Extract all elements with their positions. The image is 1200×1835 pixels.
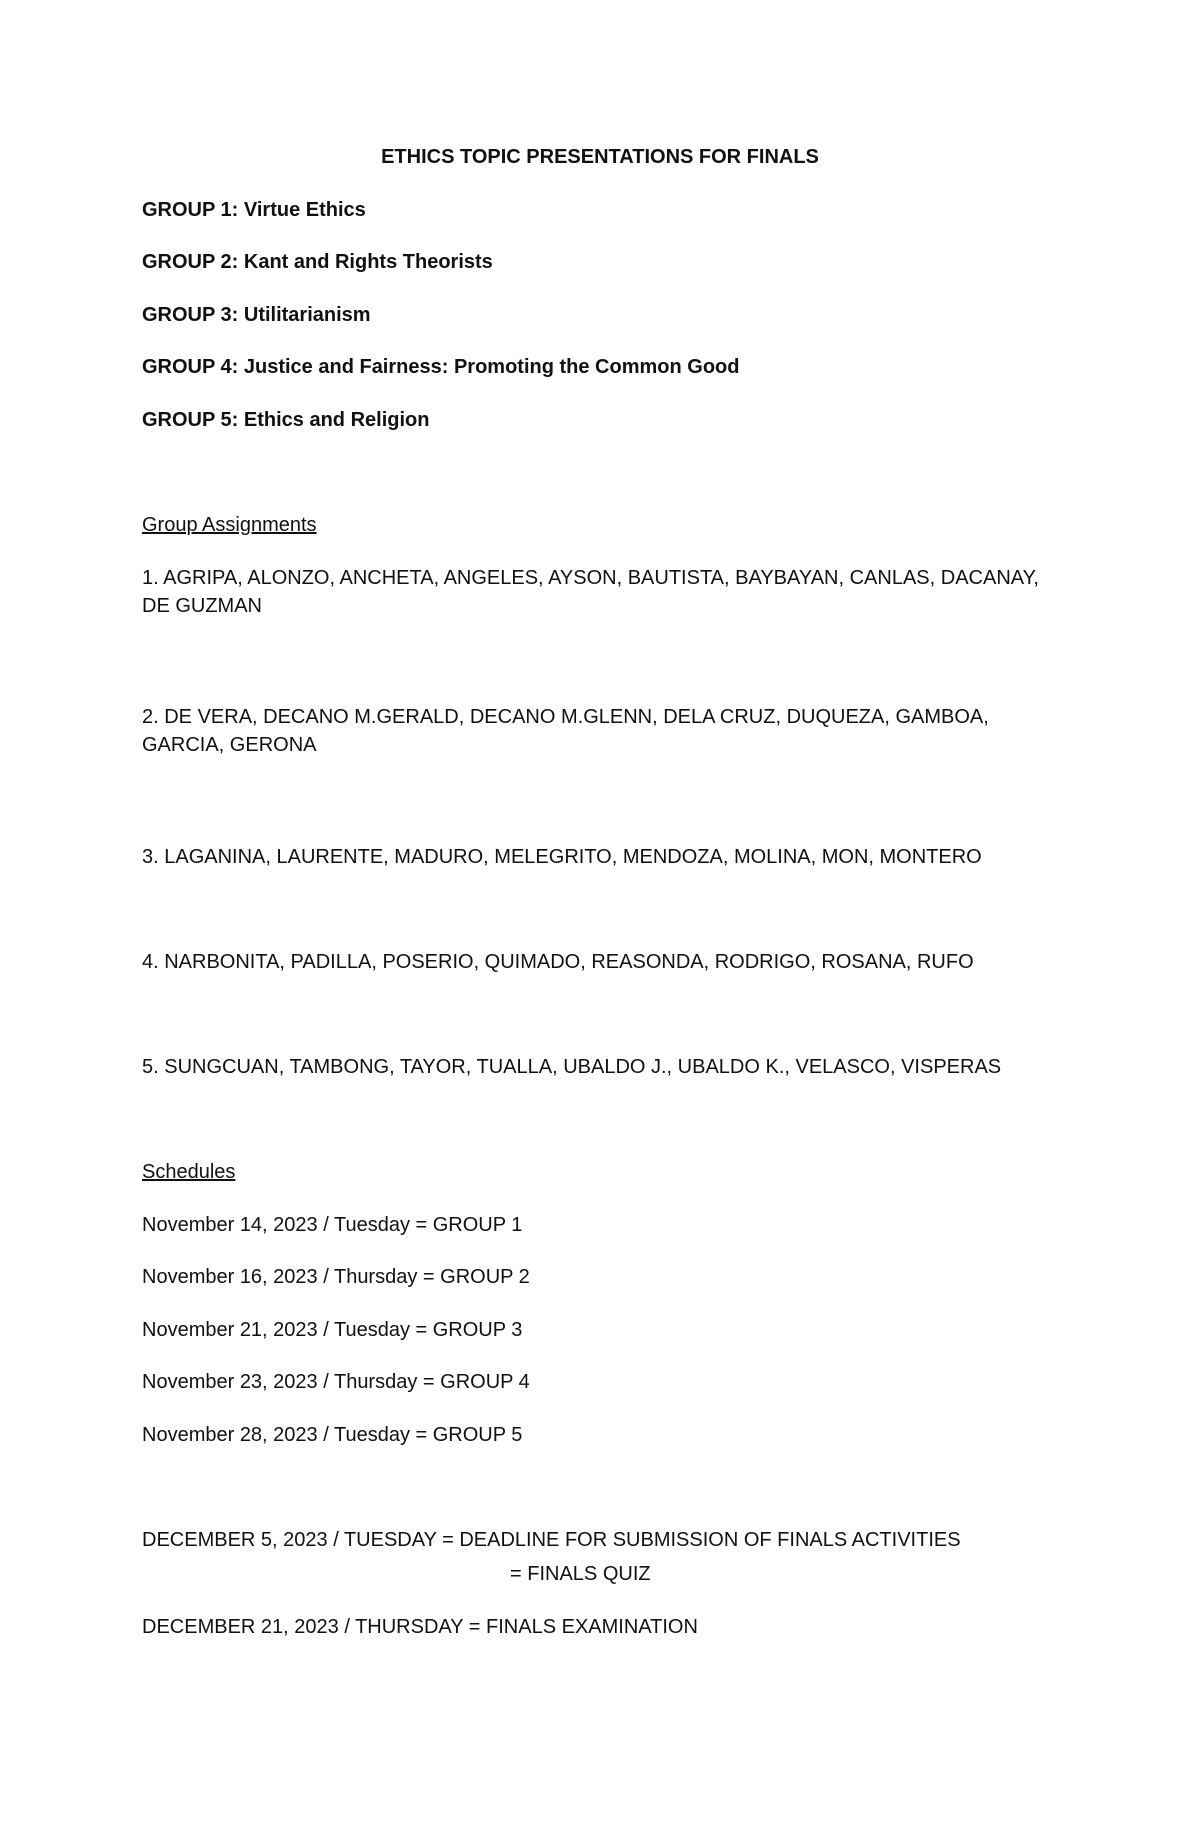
topic-group-4: GROUP 4: Justice and Fairness: Promoting the Common Good bbox=[142, 356, 740, 378]
schedules-heading: Schedules bbox=[142, 1161, 236, 1183]
finals-examination: DECEMBER 21, 2023 / THURSDAY = FINALS EXAMINATION bbox=[142, 1616, 698, 1638]
document-title: ETHICS TOPIC PRESENTATIONS FOR FINALS bbox=[381, 146, 819, 168]
assignment-group-2: 2. DE VERA, DECANO M.GERALD, DECANO M.GLENN, DELA CRUZ, DUQUEZA, GAMBOA, GARCIA, GERONA bbox=[142, 706, 989, 756]
schedule-item: November 21, 2023 / Tuesday = GROUP 3 bbox=[142, 1319, 523, 1341]
assignments-heading: Group Assignments bbox=[142, 514, 317, 536]
schedule-item: November 28, 2023 / Tuesday = GROUP 5 bbox=[142, 1424, 523, 1446]
topic-group-1: GROUP 1: Virtue Ethics bbox=[142, 199, 366, 221]
schedule-item: November 14, 2023 / Tuesday = GROUP 1 bbox=[142, 1214, 523, 1236]
topic-group-2: GROUP 2: Kant and Rights Theorists bbox=[142, 251, 493, 273]
assignment-group-1: 1. AGRIPA, ALONZO, ANCHETA, ANGELES, AYSON, BAUTISTA, BAYBAYAN, CANLAS, DACANAY, DE GUZMAN bbox=[142, 567, 1039, 617]
schedule-item: November 16, 2023 / Thursday = GROUP 2 bbox=[142, 1266, 530, 1288]
submission-deadline: DECEMBER 5, 2023 / TUESDAY = DEADLINE FOR SUBMISSION OF FINALS ACTIVITIES bbox=[142, 1529, 961, 1551]
topic-group-5: GROUP 5: Ethics and Religion bbox=[142, 409, 430, 431]
assignment-group-5: 5. SUNGCUAN, TAMBONG, TAYOR, TUALLA, UBALDO J., UBALDO K., VELASCO, VISPERAS bbox=[142, 1056, 1002, 1078]
assignment-group-4: 4. NARBONITA, PADILLA, POSERIO, QUIMADO, REASONDA, RODRIGO, ROSANA, RUFO bbox=[142, 951, 974, 973]
assignment-group-3: 3. LAGANINA, LAURENTE, MADURO, MELEGRITO, MENDOZA, MOLINA, MON, MONTERO bbox=[142, 846, 982, 868]
topic-group-3: GROUP 3: Utilitarianism bbox=[142, 304, 371, 326]
schedule-item: November 23, 2023 / Thursday = GROUP 4 bbox=[142, 1371, 530, 1393]
finals-quiz: = FINALS QUIZ bbox=[510, 1563, 651, 1585]
